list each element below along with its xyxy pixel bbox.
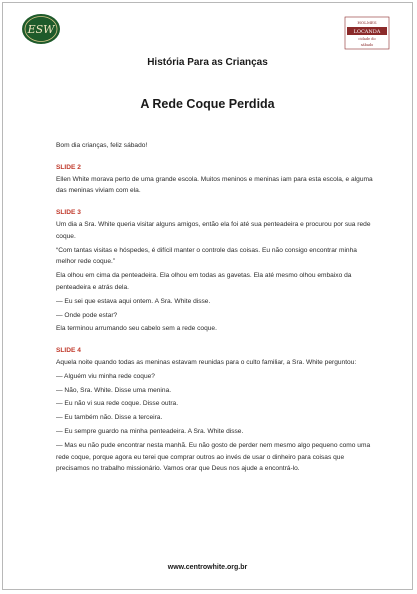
svg-text:cidade do: cidade do bbox=[358, 37, 376, 41]
esw-logo bbox=[21, 13, 61, 45]
slide-label: SLIDE 3 bbox=[56, 209, 81, 217]
slide-3-section bbox=[56, 207, 374, 335]
slide-2-section bbox=[56, 162, 374, 197]
paragraph: Um dia a Sra. White queria visitar alguns amigos, então ela foi até sua penteadeira e procurou por sua rede coque. bbox=[56, 220, 371, 240]
story-content bbox=[56, 140, 374, 485]
svg-text:HOLMES: HOLMES bbox=[357, 20, 377, 25]
paragraph: — Eu não vi sua rede coque. Disse outra. bbox=[56, 400, 179, 408]
paragraph: — Eu sempre guardo na minha penteadeira. A Sra. White disse. bbox=[56, 427, 244, 435]
document-page bbox=[2, 2, 413, 590]
paragraph: — Não, Sra. White. Disse uma menina. bbox=[56, 386, 172, 394]
paragraph: — Onde pode estar? bbox=[56, 311, 118, 319]
svg-text:sábado: sábado bbox=[360, 43, 374, 47]
svg-text:LOCANDA: LOCANDA bbox=[353, 29, 381, 35]
paragraph: — Eu também não. Disse a terceira. bbox=[56, 414, 163, 422]
paragraph: Ela olhou em cima da penteadeira. Ela olhou em todas as gavetas. Ela até mesmo olhou embaixo da penteadeira e atrás dela. bbox=[56, 272, 352, 291]
paragraph: “Com tantas visitas e hóspedes, é difícil manter o controle das coisas. Eu não consigo encontrar minha melhor rede coque.” bbox=[56, 246, 357, 266]
story-title: A Rede Coque Perdida bbox=[140, 97, 275, 111]
paragraph: Ela terminou arrumando seu cabelo sem a rede coque. bbox=[56, 325, 217, 333]
slide-label: SLIDE 4 bbox=[56, 347, 81, 355]
holmes-locanda-logo bbox=[344, 15, 390, 51]
paragraph: Ellen White morava perto de uma grande escola. Muitos meninos e meninas iam para esta escola, e alguma das meninas viviam com ela. bbox=[56, 175, 373, 195]
paragraph: — Mas eu não pude encontrar nesta manhã. Eu não gosto de perder nem mesmo algo pequeno como uma rede coque, porque agora eu terei que comprar outros ao invés de usar o dinheiro para coisas que precisamos no trabalho missionário. Vamos orar que Deus nos ajude a encontrá-lo. bbox=[56, 441, 371, 473]
slide-label: SLIDE 2 bbox=[56, 163, 81, 171]
slide-4-section bbox=[56, 345, 374, 475]
greeting-text: Bom dia crianças, feliz sábado! bbox=[56, 142, 148, 149]
paragraph: Aquela noite quando todas as meninas estavam reunidas para o culto familiar, a Sra. White perguntou: bbox=[56, 358, 357, 366]
paragraph: — Eu sei que estava aqui ontem. A Sra. White disse. bbox=[56, 297, 211, 305]
page-subtitle: História Para as Crianças bbox=[147, 57, 268, 68]
svg-text:ESW: ESW bbox=[27, 23, 55, 36]
paragraph: — Alguém viu minha rede coque? bbox=[56, 372, 155, 380]
footer-url[interactable]: www.centrowhite.org.br bbox=[167, 564, 248, 571]
